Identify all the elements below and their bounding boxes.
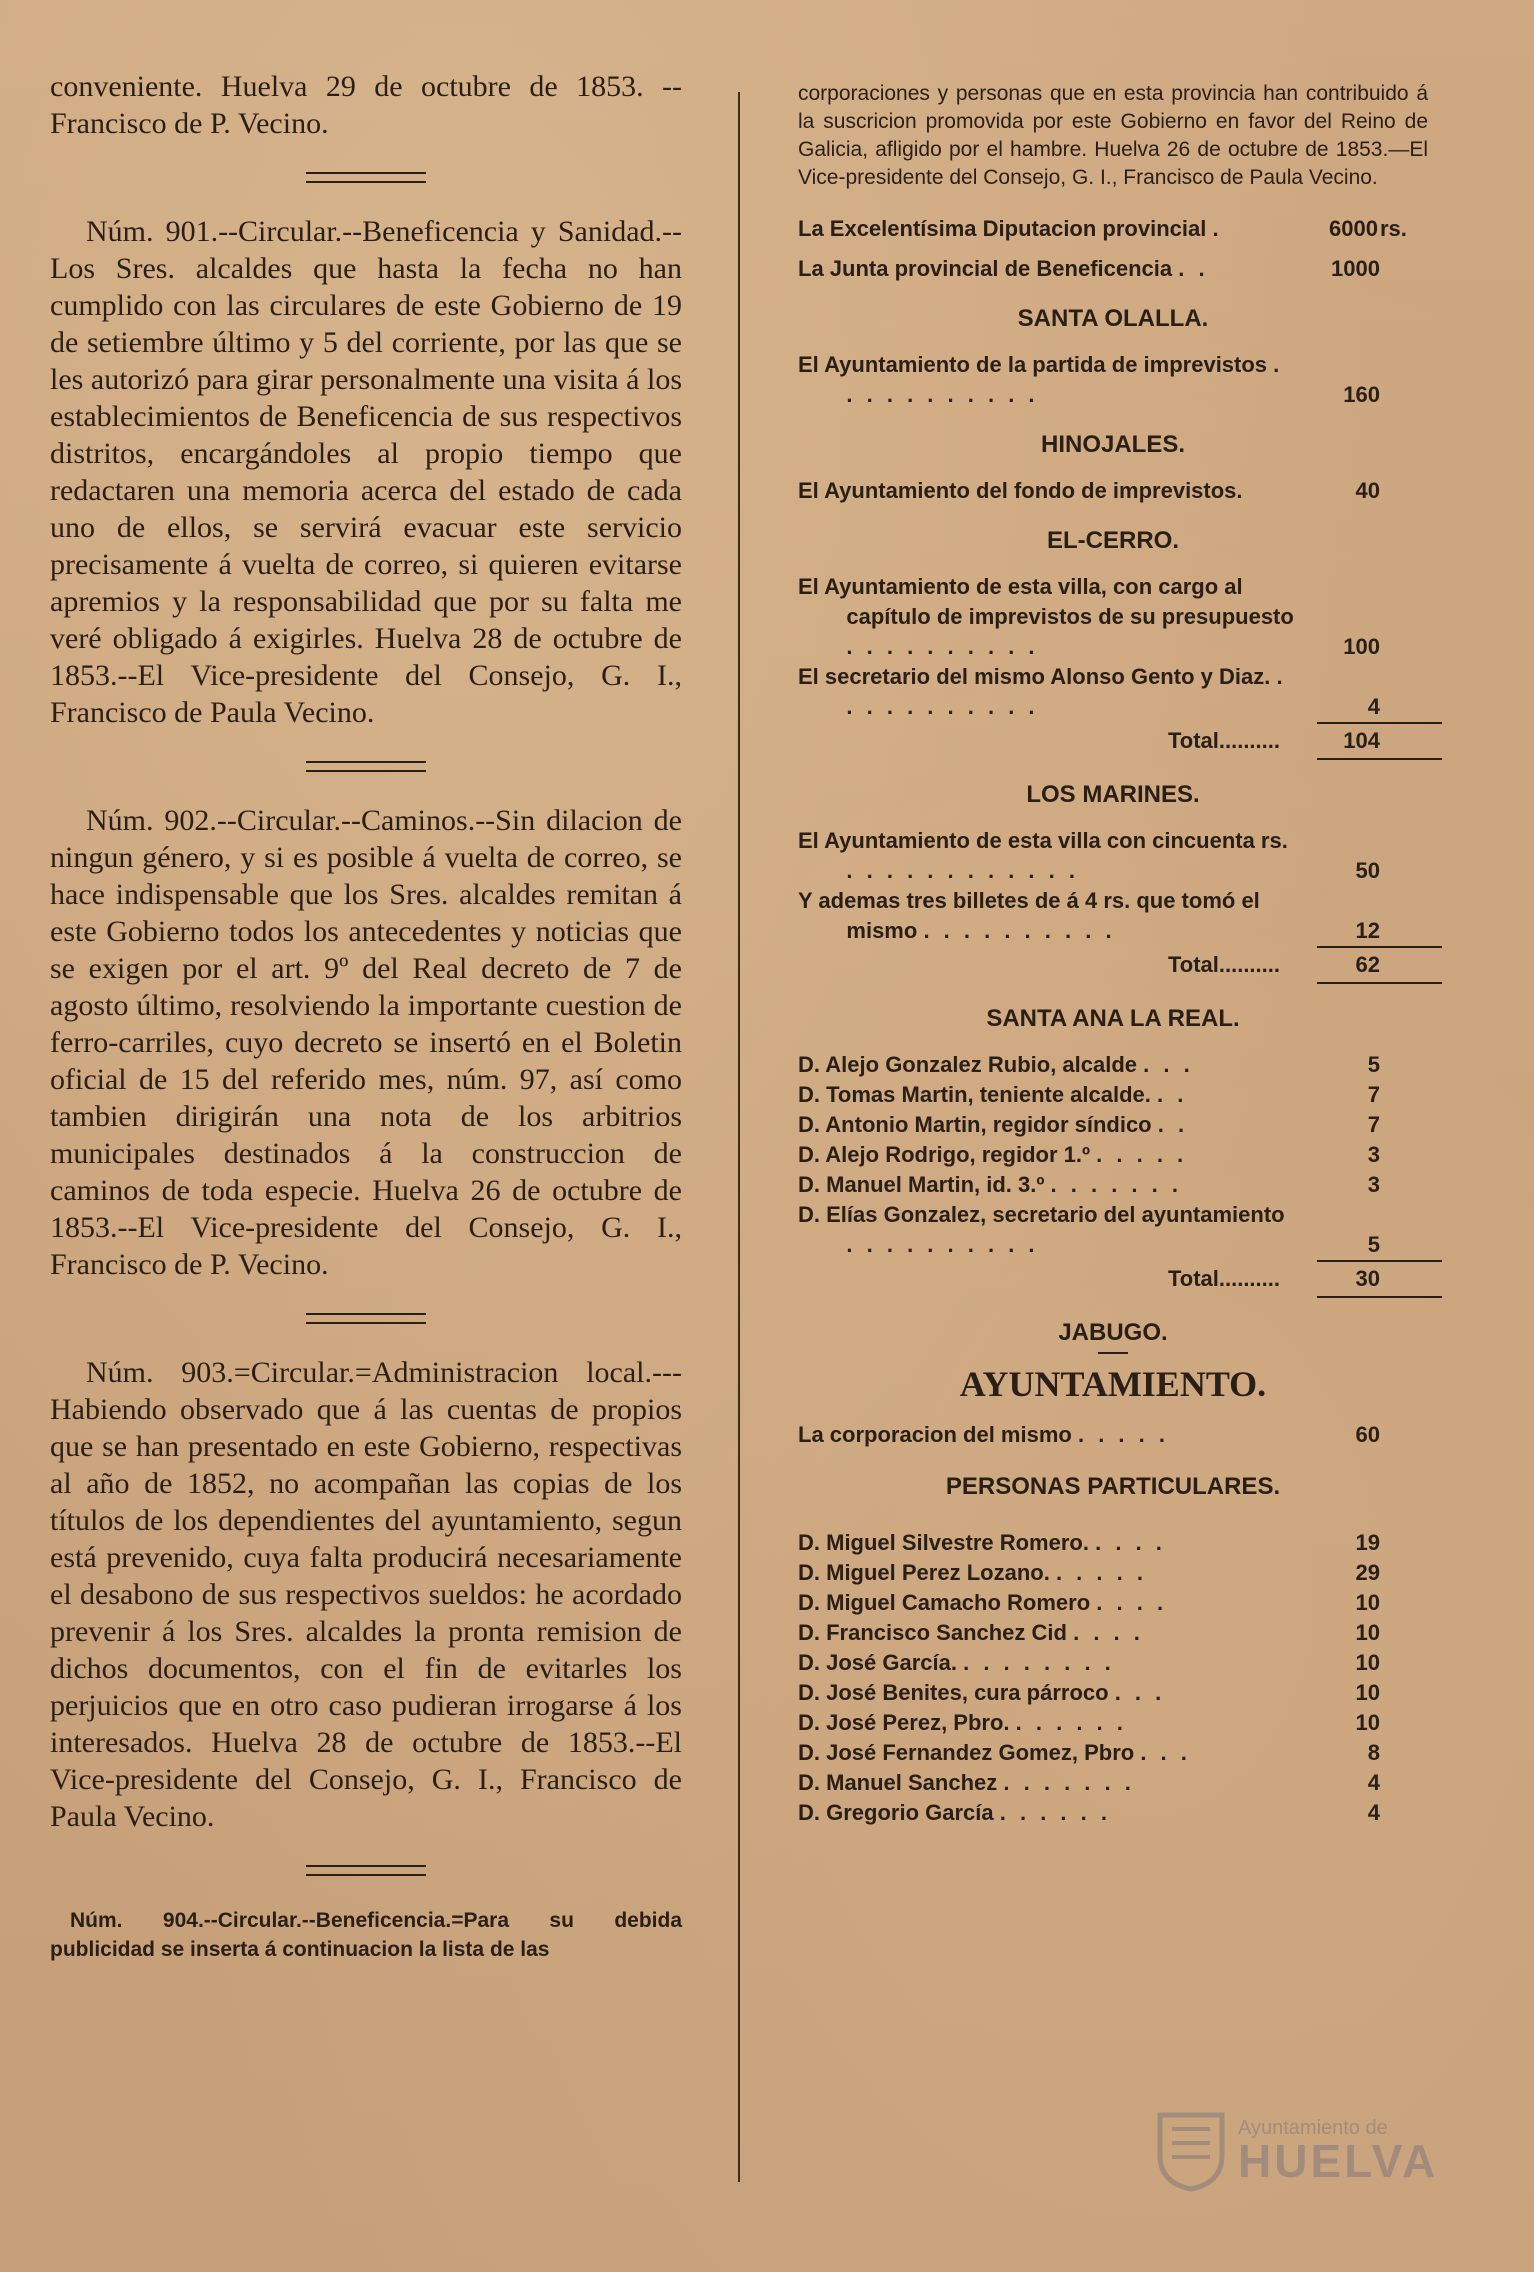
text-continuation: conveniente. Huelva 29 de octubre de 1853. --Francisco de P. Vecino. [50, 70, 682, 140]
separator-rule [306, 1865, 426, 1876]
amount: 29 [1355, 1560, 1380, 1585]
list-item: El Ayuntamiento del fondo de imprevistos. 40 [798, 476, 1428, 506]
list-item: D. Alejo Gonzalez Rubio, alcalde . . . 5 [798, 1050, 1428, 1080]
total-rule [1317, 982, 1442, 984]
list-item: D. Manuel Martin, id. 3.º . . . . . . . 3 [798, 1170, 1428, 1200]
list-item: D. Gregorio García . . . . . . 4 [798, 1798, 1428, 1828]
amount: 4 [1367, 1800, 1380, 1825]
total-label: Total.......... [1167, 1266, 1280, 1291]
total-rule [1317, 758, 1442, 760]
total-amount: 30 [1355, 1266, 1380, 1291]
amount: 5 [1367, 1052, 1380, 1077]
total-amount: 104 [1343, 728, 1380, 753]
amount: 4 [1367, 694, 1380, 719]
left-column [50, 68, 682, 1964]
amount: 10 [1355, 1680, 1380, 1705]
watermark-logo [1154, 2106, 1474, 2196]
section-heading-jabugo: JABUGO. [1058, 1319, 1168, 1346]
watermark-line2: HUELVA [1238, 2135, 1439, 2187]
section-heading-el-cerro: EL-CERRO. [1047, 527, 1179, 554]
list-item: El Ayuntamiento de la partida de imprevistos . . . . . . . . . . . 160 [798, 350, 1428, 410]
amount: 160 [1343, 382, 1380, 407]
amount: 10 [1355, 1710, 1380, 1735]
total-label: Total.......... [1167, 952, 1280, 977]
amount: 60 [1355, 1422, 1380, 1447]
short-dash [1098, 1352, 1128, 1354]
list-item: D. Alejo Rodrigo, regidor 1.º . . . . . 3 [798, 1140, 1428, 1170]
amount: 19 [1355, 1530, 1380, 1555]
section-heading-ayuntamiento: AYUNTAMIENTO. [959, 1364, 1267, 1404]
list-item: D. Francisco Sanchez Cid . . . . 10 [798, 1618, 1428, 1648]
circular-904: Núm. 904.--Circular.--Beneficencia.=Para su debida publicidad se inserta á continuacion la lista de las [50, 1909, 682, 1961]
separator-rule [306, 1313, 426, 1324]
list-item: D. Miguel Perez Lozano. . . . . . 29 [798, 1558, 1428, 1588]
currency: rs. [1380, 216, 1407, 241]
amount: 6000 [1329, 216, 1378, 241]
huelva-seal-icon [1154, 2109, 1228, 2193]
list-item: D. José García. . . . . . . . . 10 [798, 1648, 1428, 1678]
list-intro: corporaciones y personas que en esta provincia han contribuido á la suscricion promovida por este Gobierno en favor del Reino de Galicia, afligido por el hambre. Huelva 26 de octubre de 1853.—El Vice-presidente del Consejo, G. I., Francisco de Paula Vecino. [798, 82, 1428, 189]
list-item: D. José Perez, Pbro. . . . . . . 10 [798, 1708, 1428, 1738]
total-row [798, 724, 1428, 758]
list-item: D. Elías Gonzalez, secretario del ayuntamiento . . . . . . . . . . 5 [798, 1200, 1428, 1260]
section-heading-santa-olalla: SANTA OLALLA. [1017, 305, 1209, 332]
list-item: El Ayuntamiento de esta villa, con cargo al capítulo de imprevistos de su presupuesto . . . . . . . . . . 100 [798, 572, 1428, 662]
list-item: D. Manuel Sanchez . . . . . . . 4 [798, 1768, 1428, 1798]
amount: 10 [1355, 1650, 1380, 1675]
list-item: D. José Fernandez Gomez, Pbro . . . 8 [798, 1738, 1428, 1768]
amount: 10 [1355, 1620, 1380, 1645]
watermark-line1: Ayuntamiento de [1238, 2117, 1388, 2139]
right-column [798, 80, 1428, 1828]
section-heading-los-marines: LOS MARINES. [1026, 781, 1200, 808]
list-item: Y ademas tres billetes de á 4 rs. que tomó el mismo . . . . . . . . . . 12 [798, 886, 1428, 946]
list-item: D. José Benites, cura párroco . . . 10 [798, 1678, 1428, 1708]
column-divider [738, 92, 740, 2182]
list-item: El secretario del mismo Alonso Gento y Diaz. . . . . . . . . . . . 4 [798, 662, 1428, 722]
list-item: La corporacion del mismo . . . . . 60 [798, 1420, 1428, 1450]
list-item: El Ayuntamiento de esta villa con cincuenta rs. . . . . . . . . . . . . 50 [798, 826, 1428, 886]
amount: 50 [1355, 858, 1380, 883]
amount: 5 [1367, 1232, 1380, 1257]
amount: 7 [1367, 1082, 1380, 1107]
circular-903: Núm. 903.=Circular.=Administracion local.---Habiendo observado que á las cuentas de propios que se han presentado en este Gobierno, respectivas al año de 1852, no acompañan las copias de los títulos de los dependientes del ayuntamiento, segun está prevenido, cuya falta producirá necesariamente el desabono de sus respectivos sueldos: he acordado prevenir á los Sres. alcaldes la pronta remision de dichos documentos, con el fin de evitarles los perjuicios que en otro caso pudieran irrogarse á los interesados. Huelva 28 de octubre de 1853.--El Vice-presidente del Consejo, G. I., Francisco de Paula Vecino. [50, 1356, 682, 1833]
list-item: D. Miguel Camacho Romero . . . . 10 [798, 1588, 1428, 1618]
amount: 7 [1367, 1112, 1380, 1137]
separator-rule [306, 172, 426, 183]
total-row [798, 948, 1428, 982]
amount: 1000 [1331, 256, 1380, 281]
circular-901: Núm. 901.--Circular.--Beneficencia y Sanidad.--Los Sres. alcaldes que hasta la fecha no han cumplido con las circulares de este Gobierno de 19 de setiembre último y 5 del corriente, por las que se les autorizó para girar personalmente una visita á los establecimientos de Beneficencia de sus respectivos distritos, encargándoles al propio tiempo que redactaren una memoria acerca del estado de cada uno de ellos, se servirá evacuar este servicio precisamente á vuelta de correo, si quieren evitarse apremios y la responsabilidad que por su falta me veré obligado á exigirles. Huelva 28 de octubre de 1853.--El Vice-presidente del Consejo, G. I., Francisco de Paula Vecino. [50, 215, 682, 729]
section-heading-santa-ana: SANTA ANA LA REAL. [986, 1005, 1240, 1032]
amount: 100 [1343, 634, 1380, 659]
list-item: D. Antonio Martin, regidor síndico . . 7 [798, 1110, 1428, 1140]
list-item: D. Miguel Silvestre Romero. . . . . 19 [798, 1528, 1428, 1558]
section-heading-personas: PERSONAS PARTICULARES. [945, 1473, 1281, 1500]
total-row [798, 1262, 1428, 1296]
amount: 3 [1367, 1142, 1380, 1167]
amount: 10 [1355, 1590, 1380, 1615]
list-item: La Junta provincial de Beneficencia . . 1000 [798, 254, 1428, 284]
amount: 12 [1355, 918, 1380, 943]
list-item: La Excelentísima Diputacion provincial . 6000 rs. [798, 214, 1428, 244]
list-item: D. Tomas Martin, teniente alcalde. . . 7 [798, 1080, 1428, 1110]
amount: 4 [1367, 1770, 1380, 1795]
amount: 8 [1367, 1740, 1380, 1765]
circular-902: Núm. 902.--Circular.--Caminos.--Sin dilacion de ningun género, y si es posible á vuelta de correo, se hace indispensable que los Sres. alcaldes remitan á este Gobierno todos los antecedentes y noticias que se exigen por el art. 9º del Real decreto de 7 de agosto último, resolviendo la importante cuestion de ferro-carriles, cuyo decreto se insertó en el Boletin oficial de 15 del referido mes, núm. 97, así como tambien dirigirán una nota de los arbitrios municipales destinados á la construccion de caminos de toda especie. Huelva 26 de octubre de 1853.--El Vice-presidente del Consejo, G. I., Francisco de P. Vecino. [50, 804, 682, 1281]
amount: 40 [1355, 478, 1380, 503]
total-amount: 62 [1355, 952, 1380, 977]
total-rule [1317, 1296, 1442, 1298]
amount: 3 [1367, 1172, 1380, 1197]
section-heading-hinojales: HINOJALES. [1040, 431, 1186, 458]
separator-rule [306, 761, 426, 772]
total-label: Total.......... [1167, 728, 1280, 753]
